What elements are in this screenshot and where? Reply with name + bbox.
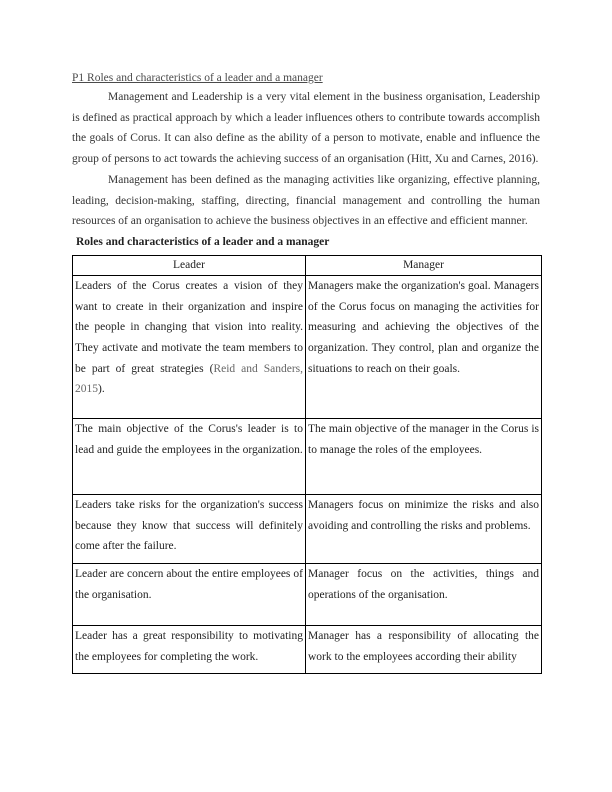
table-row (73, 494, 542, 563)
cell-leader-text: Leaders of the Corus creates a vision of they want to create in their organization and inspire the people in changing that vision into reality. They activate and motivate the team members to be part of great strategies ( (75, 279, 303, 375)
cell-leader: Leaders take risks for the organization's success because they know that success will definitely come after the failure. (73, 494, 306, 563)
paragraph-leadership (72, 87, 540, 170)
table-row (73, 418, 542, 494)
cell-leader: Leader has a great responsibility to motivating the employees for completing the work. (73, 625, 306, 673)
citation-hitt: (Hitt, Xu and Carnes, 2016). (407, 153, 539, 166)
table-header-row (73, 255, 542, 275)
cell-leader: Leader are concern about the entire employees of the organisation. (73, 563, 306, 625)
cell-leader: The main objective of the Corus's leader is to lead and guide the employees in the organization. (73, 418, 306, 494)
document-page (72, 70, 540, 674)
header-manager: Manager (306, 255, 542, 275)
table-row (73, 563, 542, 625)
table-row (73, 275, 542, 418)
cell-manager: Managers make the organization's goal. Managers of the Corus focus on managing the activities for measuring and achieving the objectives of the organization. They control, plan and organize the situations to reach on their goals. (306, 275, 542, 418)
cell-manager: Managers focus on minimize the risks and also avoiding and controlling the risks and problems. (306, 494, 542, 563)
paragraph-leadership-text: Management and Leadership is a very vital element in the business organisation, Leadership is defined as practical approach by which a leader influences others to contribute towards accomplish the goals of Corus. It can also define as the ability of a person to motivate, enable and influence the group of persons to act towards the achieving success of an organisation (72, 91, 540, 166)
paragraph-management: Management has been defined as the managing activities like organizing, effective planning, leading, decision-making, staffing, directing, financial management and controlling the human resources of an organisation to achieve the business objectives in an effective and efficient manner. (72, 173, 540, 228)
cell-manager: The main objective of the manager in the Corus is to manage the roles of the employees. (306, 418, 542, 494)
cell-leader (73, 275, 306, 418)
table-row (73, 625, 542, 673)
citation-reid: Reid and Sanders, 2015 (75, 362, 303, 396)
cell-leader-tail: ). (98, 383, 105, 396)
section-heading: P1 Roles and characteristics of a leader and a manager (72, 72, 323, 84)
cell-manager: Manager has a responsibility of allocating the work to the employees according their ability (306, 625, 542, 673)
table-title: Roles and characteristics of a leader and a manager (76, 235, 330, 248)
header-leader: Leader (73, 255, 306, 275)
cell-manager: Manager focus on the activities, things and operations of the organisation. (306, 563, 542, 625)
comparison-table (72, 255, 542, 674)
